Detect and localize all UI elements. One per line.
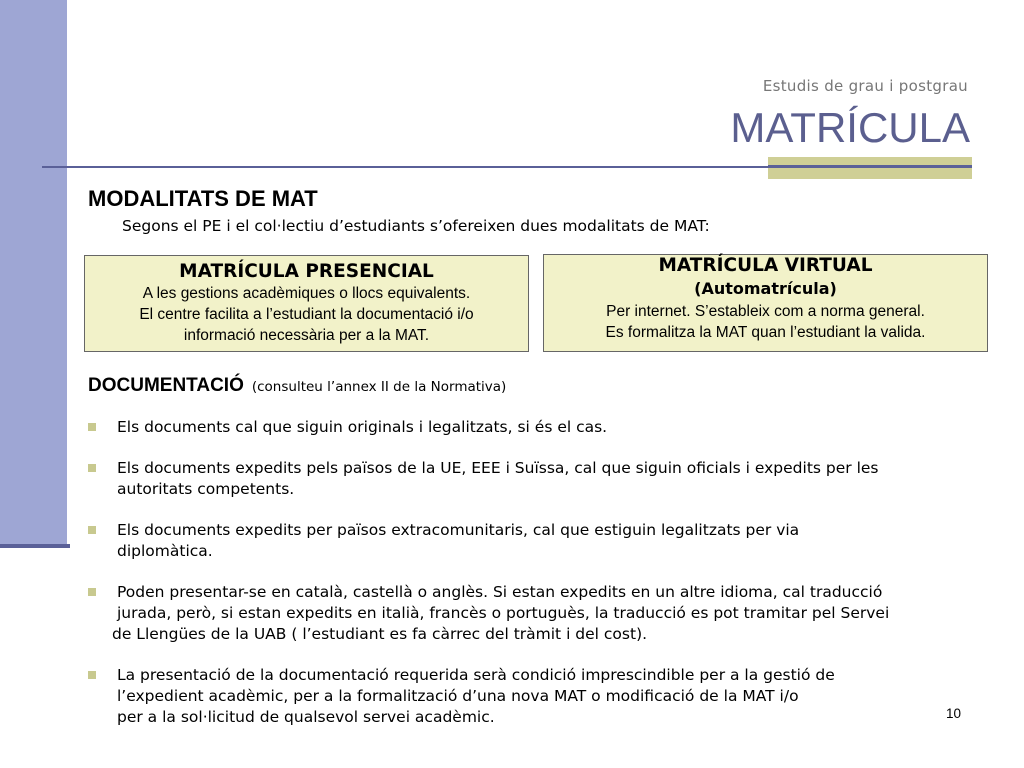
bullet-square-icon xyxy=(88,464,96,472)
section-intro: Segons el PE i el col·lectiu d’estudiants s’ofereixen dues modalitats de MAT: xyxy=(122,217,710,235)
documentation-note: (consulteu l’annex II de la Normativa) xyxy=(251,379,507,395)
box-line: El centre facilita a l’estudiant la documentació i/o xyxy=(139,306,474,323)
bullet-square-icon xyxy=(88,588,96,596)
box-line: Per internet. S’estableix com a norma general. xyxy=(606,303,925,320)
slide-title: MATRÍCULA xyxy=(730,104,970,151)
side-decoration-line xyxy=(0,544,70,548)
list-item xyxy=(88,665,988,728)
documentation-list xyxy=(88,417,988,748)
list-item-line: Els documents expedits per països extracomunitaris, cal que estiguin legalitzats per via xyxy=(117,521,800,539)
box-subtitle: (Automatrícula) xyxy=(694,279,837,298)
documentation-heading xyxy=(88,375,506,397)
documentation-title: DOCUMENTACIÓ xyxy=(88,375,244,396)
list-item-line: Poden presentar-se en català, castellà o anglès. Si estan expedits en un altre idioma, cal traducció xyxy=(117,583,883,601)
box-line: Es formalitza la MAT quan l’estudiant la valida. xyxy=(605,324,926,341)
list-item-line: l’expedient acadèmic, per a la formalització d’una nova MAT o modificació de la MAT i/o xyxy=(117,687,799,705)
section-heading: MODALITATS DE MAT xyxy=(88,186,318,211)
list-item xyxy=(88,458,988,500)
title-accent-line xyxy=(768,165,972,168)
bullet-square-icon xyxy=(88,526,96,534)
side-decoration-bar xyxy=(0,0,67,547)
list-item-line: de Llengües de la UAB ( l’estudiant es fa càrrec del tràmit i del cost). xyxy=(112,625,648,643)
list-item-line: jurada, però, si estan expedits en italià, francès o portuguès, la traducció es pot tramitar pel Servei xyxy=(117,604,890,622)
list-item-line: per a la sol·licitud de qualsevol servei acadèmic. xyxy=(117,708,495,726)
slide-subtitle: Estudis de grau i postgrau xyxy=(762,77,968,95)
list-item xyxy=(88,417,988,438)
list-item-line: La presentació de la documentació requerida serà condició imprescindible per a la gestió de xyxy=(117,666,835,684)
box-title: MATRÍCULA PRESENCIAL xyxy=(179,261,434,282)
page-number: 10 xyxy=(946,706,962,721)
bullet-square-icon xyxy=(88,423,96,431)
list-item xyxy=(88,520,988,562)
box-matricula-virtual xyxy=(543,254,988,352)
bullet-square-icon xyxy=(88,671,96,679)
list-item-line: autoritats competents. xyxy=(117,480,295,498)
box-title: MATRÍCULA VIRTUAL xyxy=(658,255,873,276)
title-accent-block xyxy=(768,157,972,179)
list-item-line: Els documents expedits pels països de la UE, EEE i Suïssa, cal que siguin oficials i expedits per les xyxy=(117,459,879,477)
list-item-line: Els documents cal que siguin originals i legalitzats, si és el cas. xyxy=(117,418,608,436)
box-line: informació necessària per a la MAT. xyxy=(183,327,430,344)
box-matricula-presencial xyxy=(84,255,529,352)
box-line: A les gestions acadèmiques o llocs equivalents. xyxy=(142,285,471,302)
list-item-line: diplomàtica. xyxy=(117,542,213,560)
list-item xyxy=(88,582,988,645)
